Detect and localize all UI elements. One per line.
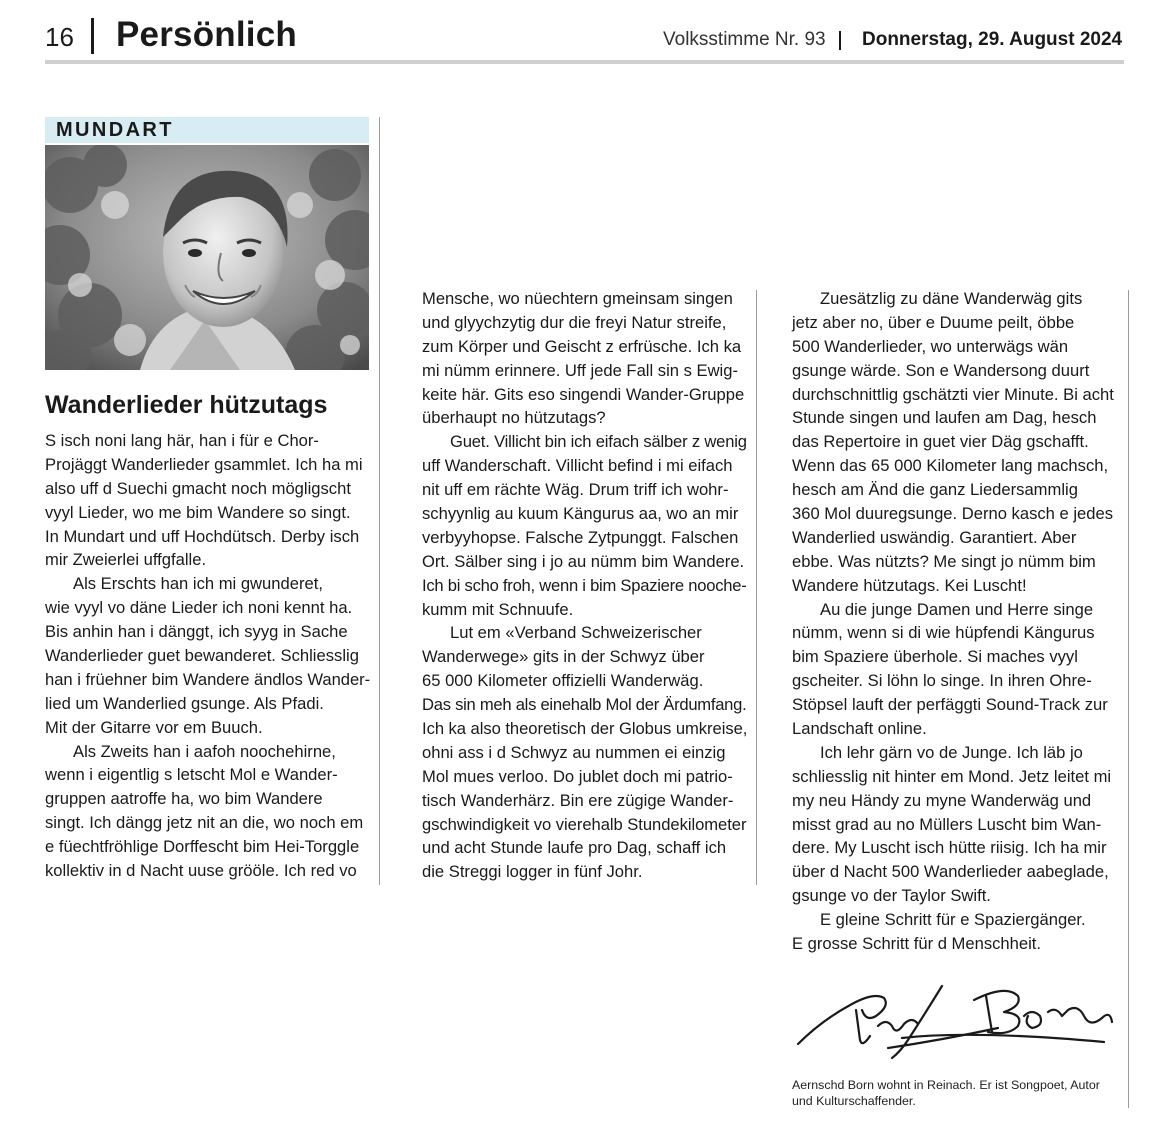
article-line: das Repertoire in guet vier Däg gschafft.	[792, 432, 1089, 452]
article-line: dere. My Luscht isch hütte riisig. Ich ha mir	[792, 838, 1107, 858]
article-line: Stöpsel lauft der perfäggti Sound-Track zur	[792, 695, 1108, 715]
article-line: gsunge wärde. Son e Wandersong duurt	[792, 360, 1090, 380]
article-line: E gleine Schritt für e Spaziergänger.	[820, 910, 1086, 930]
article-line: schliesslig nit hinter em Mond. Jetz leitet mi	[792, 766, 1112, 786]
article-line: vyyl Lieder, wo me bim Wandere so singt.	[45, 502, 351, 522]
article-line: nit uff em rächte Wäg. Drum triff ich wohr-	[422, 480, 729, 500]
article-line: Als Erschts han ich mi gwunderet,	[73, 574, 323, 594]
article-line: lied um Wanderlied gsunge. Als Pfadi.	[45, 693, 324, 713]
article-line: Zuesätzlig zu däne Wanderwäg gits	[820, 289, 1083, 308]
article-column-1	[45, 429, 370, 883]
article-line: uff Wanderschaft. Villicht befind i mi eifach	[422, 456, 733, 476]
article-line: und acht Stunde laufe pro Dag, schaff ich	[422, 838, 727, 858]
article-line: bim Spaziere überhole. Si maches vyyl	[792, 647, 1078, 667]
article-line: Stunde singen und laufen am Dag, hesch	[792, 408, 1097, 428]
article-line: Ich ka also theoretisch der Globus umkreise,	[422, 719, 748, 739]
article-line: hesch am Änd die ganz Liedersammlig	[792, 480, 1078, 500]
column-kicker	[45, 117, 369, 143]
section-title: Persönlich	[116, 15, 297, 54]
article-line: schyynlig au kuum Kängurus aa, wo an mir	[422, 504, 739, 524]
article-line: durchschnittlig gschätzti vier Minute. Bi acht	[792, 384, 1114, 404]
article-line: Wandere hützutags. Kei Luscht!	[792, 575, 1027, 595]
article-line: gscheiter. Si löhn lo singe. In ihren Ohre-	[792, 671, 1092, 691]
article-line: zum Körper und Geischt z erfrüsche. Ich ka	[422, 336, 742, 356]
article-line: Ort. Sälber sing i jo au nümm bim Wandere.	[422, 551, 745, 571]
article-line: ohni ass i d Schwyz au nummen ei einzig	[422, 742, 726, 762]
article-line: Lut em «Verband Schweizerischer	[450, 623, 702, 643]
article-line: Au die junge Damen und Herre singe	[820, 599, 1094, 619]
article-line: Bis anhin han i dänggt, ich syyg in Sache	[45, 622, 348, 642]
article-line: also uff d Suechi gmacht noch mögligscht	[45, 478, 351, 498]
article-line: ebbe. Was nützts? Me singt jo nümm bim	[792, 551, 1096, 571]
article-line: mi nümm erinnere. Uff jede Fall sin s Ewig-	[422, 360, 739, 380]
article-line: In Mundart und uff Hochdütsch. Derby isch	[45, 526, 360, 546]
article-line: nümm, wenn si di wie hüpfendi Kängurus	[792, 623, 1095, 643]
article-line: verbyyhopse. Falsche Zytpunggt. Falschen	[422, 527, 739, 547]
article-line: singt. Ich dängg jetz nit an die, wo noch em	[45, 813, 364, 833]
article-line: die Streggi logger in fünf Johr.	[422, 862, 643, 882]
article-line: han i früehner bim Wandere ändlos Wander-	[45, 669, 371, 689]
header-rule	[45, 60, 1124, 64]
article-line: misst grad au no Müllers Luscht bim Wan-	[792, 814, 1102, 834]
article-line: Wanderlieder guet bewanderet. Schliesslig	[45, 646, 359, 666]
article-line: 500 Wanderlieder, wo unterwägs wän	[792, 336, 1069, 356]
article-line: Ich bi scho froh, wenn i bim Spaziere nooche-	[422, 575, 747, 595]
article-line: S isch noni lang här, han i für e Chor-	[45, 431, 319, 450]
column-divider	[756, 290, 757, 885]
article-line: überhaupt no hützutags?	[422, 408, 606, 428]
article-line: Projäggt Wanderlieder gsammlet. Ich ha mi	[45, 454, 363, 474]
article-headline: Wanderlieder hützutags	[45, 391, 328, 419]
author-signature	[792, 970, 1120, 1062]
article-line: gruppen aatroffe ha, wo bim Wandere	[45, 789, 323, 809]
article-line: tisch Wanderhärz. Bin ere zügige Wander-	[422, 790, 734, 810]
article-line: Wanderwege» gits in der Schwyz über	[422, 647, 705, 667]
article-line: Wenn das 65 000 Kilometer lang machsch,	[792, 456, 1109, 476]
article-column-3	[792, 287, 1122, 956]
article-line: Landschaft online.	[792, 719, 927, 739]
article-line: und glyychzytig dur die freyi Natur streife,	[422, 312, 727, 332]
article-line: über d Nacht 500 Wanderlieder aabeglade,	[792, 862, 1109, 882]
article-line: mir Zweierlei uffgfalle.	[45, 550, 207, 570]
article-line: kollektiv in d Nacht uuse grööle. Ich red vo	[45, 861, 357, 881]
article-line: wenn i eigentlig s letscht Mol e Wander-	[45, 765, 338, 785]
article-line: Das sin meh als einehalb Mol der Ärdumfang.	[422, 695, 747, 715]
article-line: gsunge vo der Taylor Swift.	[792, 886, 991, 906]
kicker-label: MUNDART	[56, 119, 174, 141]
article-line: Mit der Gitarre vor em Buuch.	[45, 717, 263, 737]
article-line: Wanderlied uswändig. Garantiert. Aber	[792, 527, 1077, 547]
column-divider	[379, 117, 380, 885]
article-line: Guet. Villicht bin ich eifach sälber z wenig	[450, 432, 747, 452]
article-line: Mol mues verloo. Do jublet doch mi patrio-	[422, 766, 733, 786]
article-line: wie vyyl vo däne Lieder ich noni kennt ha.	[45, 598, 353, 618]
header-divider-small	[839, 31, 841, 50]
article-line: Ich lehr gärn vo de Junge. Ich läb jo	[820, 742, 1083, 762]
column-divider	[1128, 290, 1129, 1108]
header-divider	[91, 18, 94, 54]
article-line: 360 Mol duuregsunge. Derno kasch e jedes	[792, 504, 1114, 524]
author-bio: Aernschd Born wohnt in Reinach. Er ist Songpoet, Autor und Kulturschaffender.	[792, 1078, 1100, 1108]
article-line: Als Zweits han i aafoh noochehirne,	[73, 741, 336, 761]
article-line: my neu Händy zu myne Wanderwäg und	[792, 790, 1092, 810]
article-line: gschwindigkeit vo vierehalb Stundekilometer	[422, 814, 747, 834]
article-line: jetz aber no, über e Duume peilt, öbbe	[792, 312, 1075, 332]
author-photo	[45, 145, 369, 370]
page-number: 16	[45, 22, 74, 52]
article-line: Mensche, wo nüechtern gmeinsam singen	[422, 289, 733, 308]
newspaper-issue: Volksstimme Nr. 93	[663, 29, 826, 50]
article-line: E grosse Schritt für d Menschheit.	[792, 934, 1042, 954]
article-column-2	[422, 287, 747, 884]
article-line: keite här. Gits eso singendi Wander-Gruppe	[422, 384, 745, 404]
article-line: e füechtfröhlige Dorffescht bim Hei-Torggle	[45, 837, 360, 857]
article-line: kumm mit Schnuufe.	[422, 599, 574, 619]
article-line: 65 000 Kilometer offizielli Wanderwäg.	[422, 671, 704, 691]
issue-date: Donnerstag, 29. August 2024	[862, 29, 1123, 50]
